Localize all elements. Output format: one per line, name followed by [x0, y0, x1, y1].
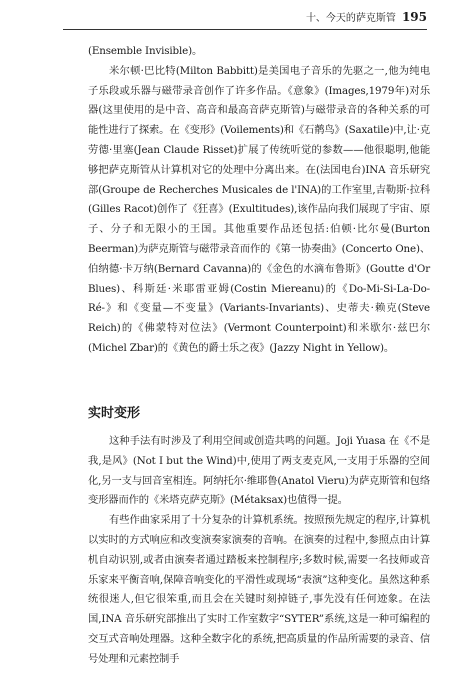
paragraph-yuasa: 这种手法有时涉及了利用空间或创造共鸣的问题。Joji Yuasa 在《不是我,是风》(Not I but the Wind)中,使用了两支麦克风,一支用于乐器的空间化,另一支与回音室相连。阿纳托尔·维耶鲁(Anatol Vieru)为萨克斯管和包络变形器而作的《米塔克萨克斯》(Métaksax)也值得一提。 — [88, 435, 430, 507]
section-2-text — [88, 432, 430, 670]
paragraph-computer-systems: 有些作曲家采用了十分复杂的计算机系统。按照预先规定的程序,计算机以实时的方式响应和改变演奏家演奏的音响。在演奏的过程中,参照点由计算机自动识别,或者由演奏者通过踏板来控制程序;多数时候,需要一名技师或音乐家来平衡音响,保障音响变化的平滑性或现场“表演”这种变化。虽然这种系统很迷人,但它很笨重,而且会在关键时刻掉链子,事先没有任何迹象。在法国,INA 音乐研究部推出了实时工作室数字“SYTER”系统,这是一种可编程的交互式音响处理器。这种全数字化的系统,把高质量的作品所需要的录音、信号处理和元素控制手 — [88, 514, 430, 665]
running-header — [0, 9, 427, 24]
header-rule — [63, 29, 427, 30]
chapter-title: 十、今天的萨克斯管 — [305, 13, 396, 24]
section-heading: 实时变形 — [88, 406, 141, 421]
section-1-text — [88, 42, 430, 359]
paragraph-babbitt: 米尔顿·巴比特(Milton Babbitt)是美国电子音乐的先驱之一,他为纯电子乐段或乐器与磁带录音创作了许多作品。《意象》(Images,1979年)对乐器(这里使用的是中音、高音和最高音萨克斯管)与磁带录音的各种关系的可能性进行了探索。在《变形》(Voilements)和《石鹡鸟》(Saxatile)中,让·克劳德·里塞(Jean Claude Risset)扩展了传统听觉的参数——他很聪明,他能够把萨克斯管从计算机对它的处理中分离出来。在(法国电台)INA 音乐研究部(Groupe de Recherches Musicales de l'INA)的工作室里,吉勒斯·拉科(Gilles Racot)创作了《狂喜》(Exultitudes),该作品向我们展现了宇宙、原子、分子和无限小的王国。其他重要作品还包括:伯顿·比尔曼(Burton Beerman)为萨克斯管与磁带录音而作的《第一协奏曲》(Concerto One)、伯纳德·卡万纳(Bernard Cavanna)的《金色的水滴布鲁斯》(Goutte d'Or Blues)、科斯廷·米耶雷亚姆(Costin Miereanu)的《Do-Mi-Si-La-Do-Ré-》和《变量—不变量》(Variants-Invariants)、史蒂夫·赖克(Steve Reich)的《佛蒙特对位法》(Vermont Counterpoint)和米歇尔·兹巴尔(Michel Zbar)的《黄色的爵士乐之夜》(Jazzy Night in Yellow)。 — [88, 64, 430, 354]
continuation-line: (Ensemble Invisible)。 — [88, 45, 203, 57]
page-number: 195 — [401, 10, 427, 24]
